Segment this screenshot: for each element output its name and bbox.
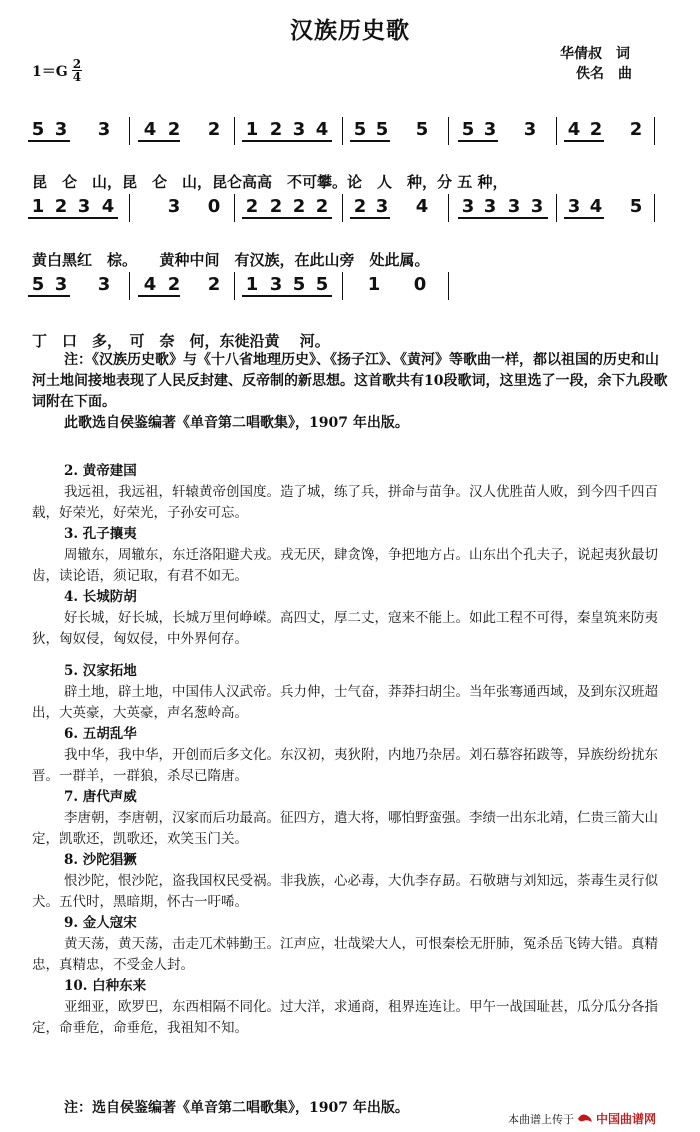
score-line-3 [24,275,674,297]
barline [234,194,235,222]
note: 2 [315,196,329,217]
note: 2 [292,196,306,217]
note: 2 [207,274,221,295]
verse-heading: 2. 黄帝建国 [64,463,137,479]
beam [28,217,118,219]
note: 2 [207,119,221,140]
verse-item [32,850,672,913]
note: 0 [207,196,221,217]
beam [242,217,332,219]
key-label: 1＝G [32,63,68,80]
barline [448,272,449,300]
barline [342,272,343,300]
note: 3 [507,196,521,217]
barline [129,194,130,222]
annotation-paragraph-1: 注：《汉族历史歌》与《十八省地理历史》、《扬子江》、《黄河》等歌曲一样，都以祖国的历史和山河土地间接地表现了人民反封建、反帝制的新思想。这首歌共有10段歌词，这里选了一段，余下九段歌词附在下面。 [32,352,668,410]
note: 3 [483,196,497,217]
note: 2 [269,119,283,140]
verses-list [32,461,672,1039]
beam [138,295,180,297]
note: 2 [269,196,283,217]
score-line-1 [24,120,674,142]
verse-item [32,587,672,650]
verse-heading: 8. 沙陀猖獗 [64,852,137,868]
barline [129,272,130,300]
note: 4 [415,196,429,217]
lyric-text: 黄白黑红 棕。 黄种中间 有汉族，在此山旁 处此属。 [32,251,430,269]
note: 3 [54,274,68,295]
score-line-2 [24,197,674,219]
note: 3 [530,196,544,217]
note: 4 [101,196,115,217]
note: 4 [143,274,157,295]
lyric-line-1 [32,153,508,191]
barline [448,117,449,145]
note: 3 [461,196,475,217]
verse-heading: 6. 五胡乱华 [64,726,137,742]
barline [234,272,235,300]
beam [138,140,180,142]
note: 1 [367,274,381,295]
verse-item [32,913,672,976]
site-name: 中国曲谱网 [596,1112,657,1126]
verse-heading: 9. 金人寇宋 [64,915,137,931]
verse-body: 我中华，我中华，开创而后多文化。东汉初，夷狄附，内地乃杂居。刘石慕容拓跋等，异族纷纷扰东晋。一群羊，一群狼，杀尽已隋唐。 [32,747,658,784]
verse-item [32,976,672,1039]
note: 3 [167,196,181,217]
verse-body: 李唐朝，李唐朝，汉家而后功最高。征四方，遣大将，哪怕野蛮强。李绩一出东北靖，仁贵三箭大山定，凯歌还，凯歌还，欢笑玉门关。 [32,810,658,847]
annotation-paragraph-2: 此歌选自侯鉴编著《单音第二唱歌集》，1907 年出版。 [64,415,409,431]
beam [350,140,390,142]
verse-body: 我远祖，我远祖，轩辕黄帝创国度。造了城，练了兵，拼命与苗争。汉人优胜苗人败，到今四千四百载，好荣光，好荣光，子孙安可忘。 [32,484,658,521]
annotation [32,350,672,434]
note: 5 [353,119,367,140]
note: 3 [523,119,537,140]
note: 5 [415,119,429,140]
note: 5 [375,119,389,140]
note: 1 [31,196,45,217]
barline [556,194,557,222]
note: 2 [167,119,181,140]
note: 4 [315,119,329,140]
verse-item [32,524,672,587]
verse-item [32,787,672,850]
verse-body: 黄天荡，黄天荡，击走兀术韩勤王。江声应，壮哉梁大人，可恨秦桧无肝肺，冤杀岳飞铸大错。真精忠，真精忠，不受金人封。 [32,936,658,973]
song-title: 汉族历史歌 [290,17,410,44]
time-bottom: 4 [72,70,82,84]
verse-body: 亚细亚，欧罗巴，东西相隔不同化。过大洋，求通商，租界连连让。甲午一战国耻甚，瓜分瓜分各指定，命垂危，命垂危，我祖知不知。 [32,999,658,1036]
note: 4 [589,196,603,217]
note: 5 [461,119,475,140]
verse-heading: 5. 汉家拓地 [64,663,137,679]
note: 2 [54,196,68,217]
note: 1 [245,119,259,140]
barline [654,194,655,222]
note: 3 [375,196,389,217]
beam [28,140,70,142]
note: 0 [413,274,427,295]
key-signature [32,58,82,83]
note: 3 [97,119,111,140]
barline [342,117,343,145]
verse-heading: 4. 长城防胡 [64,589,137,605]
note: 2 [353,196,367,217]
beam [242,140,332,142]
note: 4 [143,119,157,140]
note: 2 [629,119,643,140]
beam [564,140,604,142]
lyric-text: 丁 口 多， 可 奈 何，东徙沿黄 河。 [32,332,330,350]
verse-heading: 7. 唐代声威 [64,789,137,805]
barline [556,117,557,145]
verse-heading: 3. 孔子攘夷 [64,526,137,542]
note: 5 [31,119,45,140]
verse-body: 好长城，好长城，长城万里何峥嵘。高四丈，厚二丈，寇来不能上。如此工程不可得，秦皇筑来防夷狄，匈奴侵，匈奴侵，中外界何存。 [32,610,658,647]
note: 5 [629,196,643,217]
beam [564,217,604,219]
barline [654,117,655,145]
verse-item [32,661,672,724]
note: 1 [245,274,259,295]
note: 3 [269,274,283,295]
lyric-line-2 [32,231,430,269]
beam [458,140,498,142]
time-signature [72,58,82,83]
note: 4 [567,119,581,140]
note: 2 [245,196,259,217]
beam [242,295,332,297]
verse-item [32,724,672,787]
verse-body: 辟土地，辟土地，中国伟人汉武帝。兵力伸，士气奋，莽莽扫胡尘。当年张骞通西域，及到东汉班超出，大英豪，大英豪，声名葱岭高。 [32,684,658,721]
note: 3 [77,196,91,217]
barline [234,117,235,145]
note: 3 [54,119,68,140]
upload-text: 本曲谱上传于 [508,1112,574,1126]
lyric-text: 昆 仑 山，昆 仑 山，昆仑高高 不可攀。论 人 种，分 五 种， [32,173,508,191]
note: 2 [167,274,181,295]
note: 3 [567,196,581,217]
beam [458,217,548,219]
beam [350,217,390,219]
note: 5 [292,274,306,295]
verse-item [32,461,672,524]
barline [448,194,449,222]
note: 3 [483,119,497,140]
source-note: 注：选自侯鉴编著《单音第二唱歌集》，1907 年出版。 [64,1100,409,1116]
note: 3 [97,274,111,295]
credits [560,44,632,84]
barline [129,117,130,145]
verse-heading: 10. 白种东来 [64,978,147,994]
lyric-line-3 [32,312,330,350]
verse-body: 周辙东，周辙东，东迁洛阳避犬戎。戎无厌，肆贪馋，争把地方占。山东出个孔夫子，说起夷狄最切齿，读论语，须记取，有君不如无。 [32,547,658,584]
note: 5 [315,274,329,295]
verse-body: 恨沙陀，恨沙陀，盗我国权民受祸。非我族，心必毒，大仇李存勗。石敬瑭与刘知远，荼毒生灵行似犬。五代时，黑暗期，怀古一吁唏。 [32,873,658,910]
upload-credit [508,1110,656,1127]
barline [342,194,343,222]
time-top: 2 [72,57,82,71]
note: 5 [31,274,45,295]
note: 2 [589,119,603,140]
note: 3 [292,119,306,140]
lyricist-credit: 华倩叔 词 [560,46,630,62]
beam [28,295,70,297]
site-logo-icon [577,1112,593,1126]
composer-credit: 佚名 曲 [576,66,632,82]
